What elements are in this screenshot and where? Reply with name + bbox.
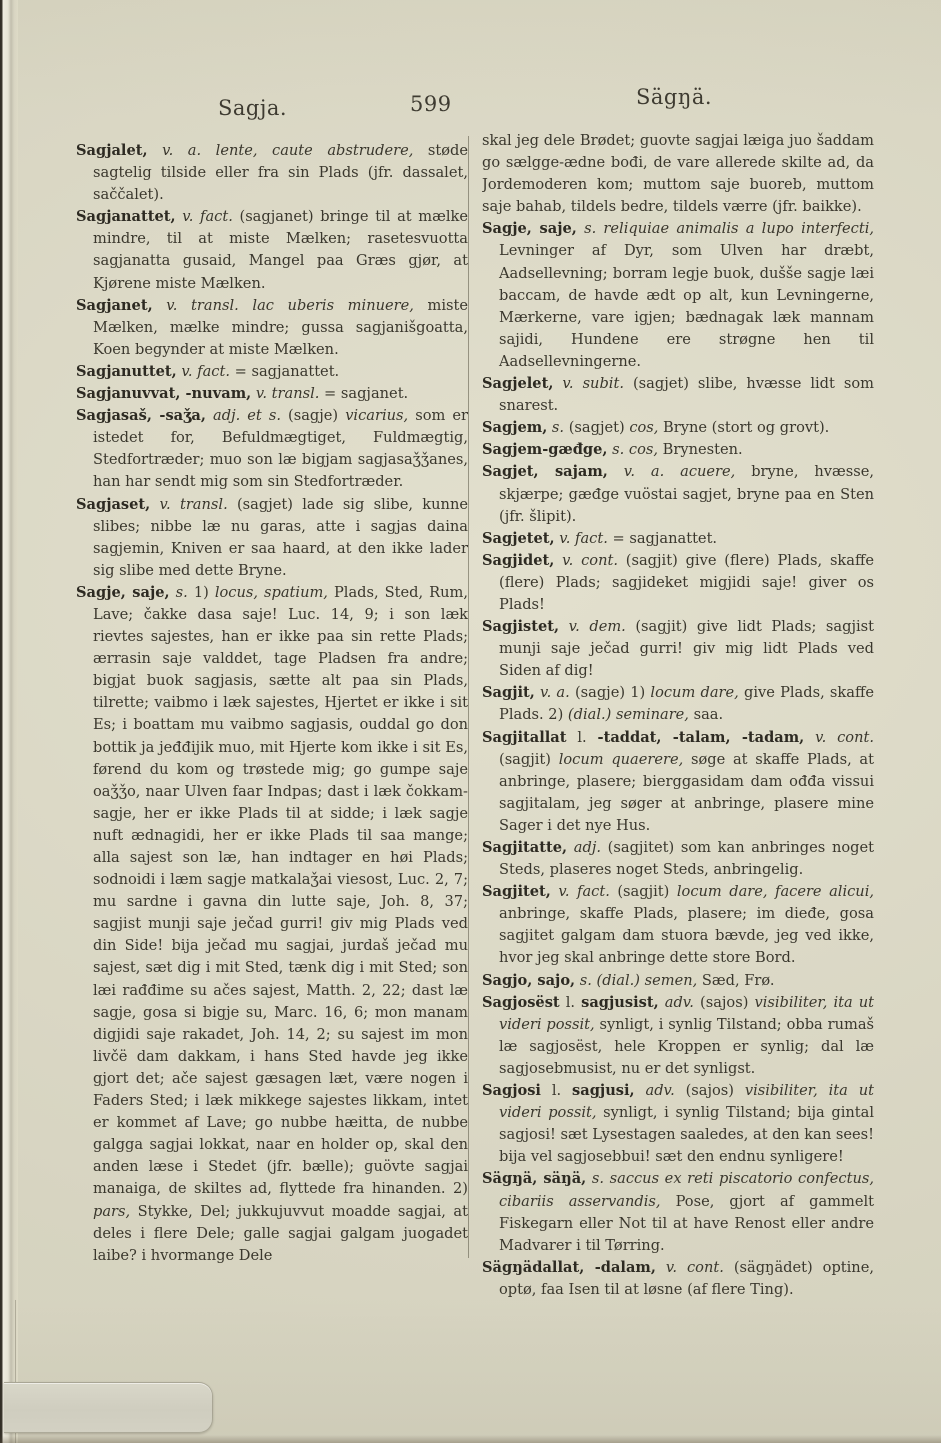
- dictionary-entry: [482, 439, 874, 461]
- latin-gloss: s.: [169, 583, 188, 601]
- entry-text: give Plads, skaffe Plads. 2): [499, 684, 874, 724]
- latin-gloss: locum quaerere,: [558, 750, 684, 768]
- latin-gloss: visibiliter, ita ut videri possit,: [499, 1082, 874, 1122]
- headword: Sagjistet,: [482, 618, 560, 636]
- latin-gloss: v. dem.: [559, 618, 626, 636]
- headword: Sagjet, sajam,: [482, 463, 608, 481]
- entry-text: (sagjet) slibe, hvæsse lidt som snarest.: [499, 375, 874, 415]
- latin-gloss: v. fact.: [550, 883, 610, 901]
- entry-text: Pose, gjort af gammelt Fiskegarn eller Not til at have Renost eller andre Madvarer i til Tørring.: [499, 1192, 874, 1254]
- headword: Sagjitet,: [482, 883, 551, 901]
- dictionary-entry: [482, 970, 874, 992]
- column-divider-rule: [468, 136, 469, 1258]
- dictionary-entry: [482, 550, 874, 616]
- entry-text: (sagjitet) som kan anbringes noget Steds, plaseres noget Steds, anbringelig.: [499, 839, 874, 879]
- headword: Sägŋä, säŋä,: [482, 1170, 587, 1188]
- headword: Sagjetet,: [482, 529, 555, 547]
- entry-text: Brynesten.: [657, 441, 743, 459]
- latin-gloss: locum dare, facere alicui,: [676, 883, 874, 901]
- entry-text: bryne, hvæsse, skjærpe; gæđge vuöstai sagjet, bryne paa en Sten (jfr. šlipit).: [499, 463, 874, 525]
- latin-gloss: v. a.: [534, 684, 570, 702]
- latin-gloss: pars,: [93, 1202, 131, 1220]
- entry-text: (sagjet) lade sig slibe, kunne slibes; nibbe læ nu garas, atte i sagjas daina sagjemin, Kniven er saa haard, at den ikke lader sig slibe med dette Bryne.: [93, 495, 468, 579]
- dictionary-entry: [76, 494, 468, 582]
- entry-text: Levninger af Dyr, som Ulven har dræbt, Aadsellevning; borram legje buok, dušše sagje læi baccam, de havde ædt op alt, kun Levningerne, Mærkerne, vare igjen; bædnagak læk mannam sajidi, Hundene ere strøgne hen til Aadsellevningerne.: [499, 242, 874, 370]
- dictionary-entry: [76, 140, 468, 206]
- dictionary-entry: [482, 373, 874, 417]
- latin-gloss: v. transl.: [150, 495, 228, 513]
- latin-gloss: v. transl.: [251, 385, 320, 403]
- dictionary-entry: [482, 992, 874, 1080]
- headword: Sagje, saje,: [76, 583, 170, 601]
- entry-text: søge at skaffe Plads, at anbringe, plasere; bierggasidam dam ođđa vissui sagjitalam, jeg søger at anbringe, plasere mine Sager i det nye Hus.: [499, 750, 874, 834]
- headword: Sagjidet,: [482, 551, 555, 569]
- entry-text: 1): [187, 583, 215, 601]
- dictionary-entry: [76, 206, 468, 294]
- library-sticker: [4, 1382, 213, 1433]
- dictionary-entry: [482, 1080, 874, 1168]
- latin-gloss: s. saccus ex reti piscatorio confectus, cibariis asservandis,: [499, 1170, 874, 1210]
- latin-gloss: s. reliquiae animalis a lupo interfecti,: [576, 220, 874, 238]
- dictionary-entry: [482, 881, 874, 969]
- headword: sagjusi,: [572, 1082, 635, 1100]
- latin-gloss: adv.: [658, 993, 694, 1011]
- right-column: [482, 130, 874, 1330]
- latin-gloss: v. subit.: [553, 375, 624, 393]
- latin-gloss: v. cont.: [804, 728, 874, 746]
- entry-text: = sagjanet.: [319, 385, 409, 403]
- latin-gloss: s.: [547, 419, 565, 437]
- entry-text: støde sagtelig tilside eller fra sin Plads (jfr. dassalet, saččalet).: [93, 142, 468, 204]
- latin-gloss: vicarius,: [345, 407, 409, 425]
- dictionary-entry: [482, 727, 874, 837]
- latin-gloss: v. cont.: [655, 1258, 724, 1276]
- dictionary-entry: [76, 295, 468, 361]
- headword: Sagje, saje,: [482, 220, 577, 238]
- entry-text: (sagje): [280, 407, 346, 425]
- dictionary-entry: [482, 837, 874, 881]
- entry-text: (sajos): [674, 1082, 745, 1100]
- entry-text: Sæd, Frø.: [697, 971, 775, 989]
- latin-gloss: (dial.) seminare,: [567, 706, 689, 724]
- headword: Sagjosëst: [482, 993, 560, 1011]
- entry-text: skal jeg dele Brødet; guovte sagjai læiga juo šaddam go sælgge-ædne bođi, de vare allerede skilte ad, da Jordemoderen kom; muttom saje buoreb, muttom saje bahab, tildels bedre, tildels værre (jfr. baikke).: [482, 132, 874, 216]
- dictionary-entry: [76, 383, 468, 405]
- dictionary-entry: [482, 616, 874, 682]
- dictionary-entry: [482, 528, 874, 550]
- entry-text: = sagjanattet.: [229, 362, 340, 380]
- latin-gloss: v. cont.: [554, 551, 618, 569]
- headword: Sagjosi: [482, 1082, 541, 1100]
- latin-gloss: locum dare,: [650, 684, 739, 702]
- entry-text: Bryne (stort og grovt).: [658, 419, 830, 437]
- dictionary-entry: [482, 1257, 874, 1301]
- entry-text: (sagjanet) bringe til at mælke mindre, til at miste Mælken; rasetesvuotta sagjanatta gusaid, Mangel paa Græs gjør, at Kjørene miste Mælken.: [93, 208, 468, 292]
- dictionary-entry: [482, 682, 874, 726]
- dictionary-entry: [482, 461, 874, 527]
- latin-gloss: visibiliter, ita ut videri possit,: [499, 993, 874, 1033]
- latin-gloss: cos,: [629, 419, 659, 437]
- headword: Sagjalet,: [76, 142, 148, 159]
- entry-text: Plads, Sted, Rum, Lave; čakke dasa saje! Luc. 14, 9; i son læk rievtes sajestes, han er ikke paa sin rette Plads; ærrasin saje valddet, tage Pladsen fra andre; bigjat buok sagjasis, sætte alt paa sin Plads, tilrette; vaibmo i læk sajestes, Hjertet er ikke i sit Es; i boattam mu vaibmo sagjasis, ouddal go don bottik ja jeđđijik muo, mit Hjerte kom ikke i sit Es, førend du kom og trøstede mig; go gumpe saje oaǯǯo, naar Ulven faar Indpas; dast i læk čokkam-sagje, her er ikke Plads til at sidde; i læk sagje nuft ædnagidi, her er ikke Plads til saa mange; alla sajest son læ, han indtager en høi Plads; sodnoidi i læm sagje matkalaǯai viesost, Luc. 2, 7; mu sardne i gavna din lutte saje, Joh. 8, 37; sagjist munji saje ječad gurri! giv mig Plads ved din Side! bija ječad mu sagjai, jurdaš ječad mu sajest, sæt dig i mit Sted, tænk dig i mit Sted; son læi rađđime su ačes sajest, Matth. 2, 22; dast læ sagje, gosa si bigje su, Marc. 16, 6; mon manam digjidi saje rakadet, Joh. 14, 2; su sajest im mon livčë dam dakkam, i hans Sted havde jeg ikke gjort det; ače sajest gæsagen læt, være nogen i Faders Sted; i læk mikkege sajestes likkam, intet er kommet af Lave; go nubbe hæitta, de nubbe galgga sagjai lokkat, naar en holder op, skal den anden læse i Stedet (jfr. bælle); guövte sagjai manaiga, de skiltes ad, flyttede fra hinanden. 2): [93, 583, 468, 1198]
- running-head-right: Sägŋä.: [636, 85, 713, 109]
- headword: Sagjasaš, -saǯa,: [76, 407, 206, 425]
- dictionary-entry: [482, 218, 874, 373]
- latin-gloss: adv.: [634, 1082, 675, 1100]
- headword: Sagjanattet,: [76, 208, 176, 226]
- entry-text: (sagjit): [609, 883, 677, 901]
- latin-gloss: v. transl. lac uberis minuere,: [152, 296, 414, 314]
- latin-gloss: v. a. lente, caute abstrudere,: [147, 142, 414, 159]
- dictionary-entry: [76, 405, 468, 493]
- latin-gloss: adj.: [567, 839, 601, 856]
- headword: Sagjanuttet,: [76, 362, 177, 380]
- headword: -taddat, -talam, -tadam,: [597, 728, 805, 746]
- entry-text: (sagjit) give lidt Plads; sagjist munji saje ječad gurri! giv mig lidt Plads ved Siden af dig!: [499, 618, 874, 680]
- dictionary-entry: [482, 417, 874, 439]
- entry-text: saa.: [688, 706, 724, 724]
- headword: Sagjo, sajo,: [482, 971, 576, 989]
- page-bottom-shadow: [0, 1435, 941, 1443]
- headword: Sagjitallat: [482, 728, 567, 746]
- entry-text: l.: [566, 728, 598, 746]
- headword: Sagjit,: [482, 684, 535, 702]
- entry-text: anbringe, skaffe Plads, plasere; im dieđe, gosa sagjitet galgam dam stuora bævde, jeg ved ikke, hvor jeg skal anbringe dette store Bord.: [499, 905, 874, 967]
- entry-text: miste Mælken, mælke mindre; gussa sagjanišgoatta, Koen begynder at miste Mælken.: [93, 296, 468, 358]
- entry-text: l.: [540, 1082, 573, 1100]
- dictionary-entry: [76, 361, 468, 383]
- entry-text: l.: [559, 993, 582, 1011]
- latin-gloss: s. (dial.) semen,: [575, 971, 698, 989]
- entry-text: (sagjit): [499, 750, 559, 768]
- entry-continuation: [482, 130, 874, 218]
- entry-text: (sagjet): [564, 419, 630, 437]
- headword: Sagjaset,: [76, 495, 151, 513]
- latin-gloss: v. a. acuere,: [607, 463, 736, 481]
- latin-gloss: s. cos,: [607, 441, 658, 459]
- left-column: [76, 140, 468, 1330]
- running-head-left: Sagja.: [218, 96, 288, 120]
- headword: Sagjitatte,: [482, 839, 568, 856]
- headword: Sagjem-gæđge,: [482, 441, 608, 459]
- headword: Sägŋädallat, -dalam,: [482, 1258, 656, 1276]
- latin-gloss: v. fact.: [175, 208, 233, 226]
- entry-text: = sagjanattet.: [607, 529, 718, 547]
- entry-text: (sagjit) give (flere) Plads, skaffe (flere) Plads; sagjideket migjidi saje! giver os Plads!: [499, 551, 874, 613]
- latin-gloss: v. fact.: [554, 529, 608, 547]
- latin-gloss: adj. et s.: [205, 407, 281, 425]
- entry-text: (sajos): [693, 993, 755, 1011]
- headword: Sagjanuvvat, -nuvam,: [76, 385, 252, 403]
- entry-text: (sägŋädet) optine, optø, faa Isen til at løsne (af flere Ting).: [499, 1258, 874, 1298]
- entry-text: Stykke, Del; jukkujuvvut moadde sagjai, at deles i flere Dele; galle sagjai galgam juogadet laibe? i hvormange Dele: [93, 1202, 468, 1264]
- headword: Sagjem,: [482, 419, 548, 437]
- entry-text: synligt, i synlig Tilstand; obba rumaš læ sagjosëst, hele Kroppen er synlig; dal læ sagjosebmusist, nu er det synligst.: [499, 1015, 874, 1077]
- headword: Sagjelet,: [482, 375, 554, 393]
- dictionary-entry: [76, 582, 468, 1267]
- latin-gloss: v. fact.: [176, 362, 230, 380]
- entry-text: synligt, i synlig Tilstand; bija gintal sagjosi! sæt Lysestagen saaledes, at den kan sees! bija vel sagjosebbui! sæt den endnu synligere!: [499, 1104, 874, 1166]
- book-spine-edge: [0, 0, 18, 1443]
- headword: sagjusist,: [581, 993, 659, 1011]
- latin-gloss: locus, spatium,: [214, 583, 328, 601]
- entry-text: (sagje) 1): [569, 684, 651, 702]
- page-number: 599: [410, 92, 452, 116]
- dictionary-entry: [482, 1168, 874, 1256]
- entry-text: som er istedet for, Befuldmægtiget, Fuldmægtig, Stedfortræder; muo son læ bigjam sagjasaǯǯanes, han har sendt mig som sin Stedfortræder.: [93, 407, 468, 491]
- headword: Sagjanet,: [76, 296, 153, 314]
